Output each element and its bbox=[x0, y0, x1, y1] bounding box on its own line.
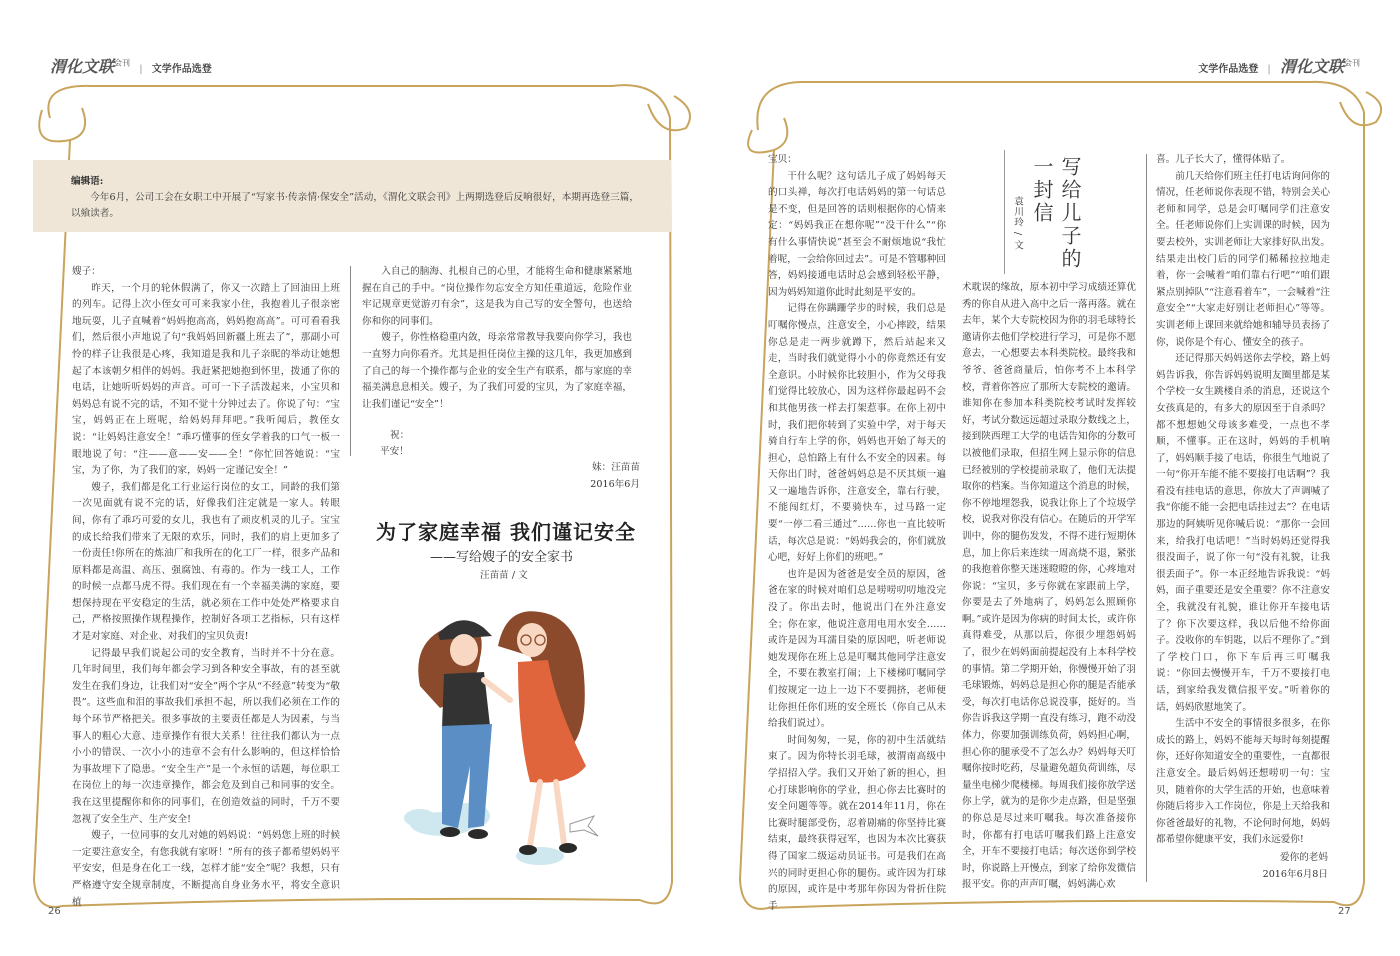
paragraph: 嫂子，我们都是化工行业运行岗位的女工，同龄的我们第一次见面就有说不完的话，好像我们注定就是一家人。转眼间，你有了乖巧可爱的女儿，我也有了顽皮机灵的儿子。宝宝的成长给我们带来了无限的欢乐，同时，我们的肩上更加多了一份责任!你所在的炼油厂和我所在的化工厂一样，很多产品和原料都是高温、高压、强腐蚀、有毒的。作为一线工人，工作的时候一点都马虎不得。我们现在有一个幸福美满的家庭，要想保持现在平安稳定的生活，就必须在工作中处处严格要求自己，严格按照操作规程操作，控制好各项工艺指标，只有这样才是对家庭、对企业、对我们的宝贝负责! bbox=[72, 481, 340, 643]
column-divider bbox=[1146, 154, 1147, 882]
paragraph: 还记得那天妈妈送你去学校，路上妈妈告诉我，你告诉妈妈说明友圈里都是某个学校一女生跳楼自杀的消息，还说这个女孩真是的，有多大的原因至于自杀吗？都不想想她父母该多难受，一点也不孝顺，不懂事。正在这时，妈妈的手机响了，妈妈顺手接了电话，你很生气地说了一句“你开车能不能不要接打电话啊”？我看没有挂电话的意思，你放大了声调喊了我“你能不能一会把电话挂过去”？在电话那边的阿姨听见你喊后说：“那你一会回来，给我打电话吧！”当时妈妈还觉得我很没面子，说了你一句“没有礼貌，让我很丢面子”。你一本正经地告诉我说：“妈妈，面子重要还是安全重要？你不注意安全，我就没有礼貌，谁让你开车接电话了？你下次要这样，我以后他不给你面子。没收你的车钥匙，以后不理你了。”到了学校门口，你下车后再三叮嘱我说：“你回去慢慢开车，千万不要接打电话，到家给我发微信报平安。”听着你的话，妈妈欣慰地笑了。 bbox=[1156, 353, 1330, 713]
paragraph: 昨天，一个月的轮休假满了，你又一次踏上了回油田上班的列车。记得上次小侄女可可来我家小住，我抱着儿子很亲密地玩耍，儿子直喊着“妈妈抱高高，妈妈抱高高”。可可看看我们，然后很小声地说了句“我妈妈回新疆上班去了”，那副小可怜的样子让我很是心疼，我知道是我和儿子亲昵的举动让她想起了本该朝夕相伴的妈妈。我赶紧把她抱到怀里，拨通了你的电话，让她听听妈妈的声音。可可一下子活泼起来，小宝贝和妈妈总有说不完的话，不知不觉十分钟过去了。你说了句：“宝宝，妈妈正在上班呢，给妈妈拜拜吧。”我听闻后，教侄女说：“让妈妈注意安全！”乖巧懂事的侄女学着我的口气一板一眼地说了句：“注——意——安——全！”你忙回答她说：“宝宝，为了你，为了我们的家，妈妈一定谨记安全！” bbox=[72, 282, 340, 477]
editor-note-text: 今年6月，公司工会在女职工中开展了“写家书·传亲情·保安全”活动，《渭化文联会刊》上两期选登后反响很好，本期再选登三篇，以飨读者。 bbox=[71, 192, 639, 219]
paragraph: 也许是因为爸爸是安全员的原因，爸爸在家的时候对咱们总是唠唠叨叨地没完没了。你出去时，他说出门在外注意安全；你在家，他说注意用电用水安全……或许是因为耳濡目染的原因吧，听老师说她发现你在班上总是叮嘱其他同学注意安全，不要在教室打闹；上下楼梯叮嘱同学们按规定一边上一边下不要拥挤，老师便让你担任你们班的安全班长（你自己从未给我们说过）。 bbox=[768, 568, 946, 730]
right-column-3 bbox=[1156, 152, 1330, 846]
magazine-logo: 渭化文联$^{会刊}$ bbox=[50, 57, 131, 76]
paragraph: 喜。儿子长大了，懂得体贴了。 bbox=[1156, 154, 1291, 165]
paragraph: 嫂子，你性格稳重内敛，母亲常常教导我要向你学习，我也一直努力向你看齐。尤其是担任岗位主操的这几年，我更加感到了自己的每一个操作都与企业的安全生产有联系，都与家庭的幸福美满息息相关。嫂子，为了我们可爱的宝贝，为了家庭幸福，让我们谨记“安全”！ bbox=[362, 332, 632, 410]
paragraph: 记得最早我们说起公司的安全教育，当时并不十分在意。几年时间里，我们每年都会学习到各种安全事故，有的甚至就发生在我们身边，让我们对“安全”两个字从“不经意”转变为“敬畏”。这些血和泪的事故我们承担不起，所以我们必须在工作的每个环节严格把关。很多事故的主要责任都是人为因素，与当事人的粗心大意、违章操作有很大关系！往往我们都认为一点小小的错误、一次小小的违章不会有什么影响的，但这样恰恰为事故埋下了隐患。“安全生产”是一个永恒的话题，每位职工在岗位上的每一次违章操作，都会危及到自己和同事的安全。我在这里提醒你和你的同事们，在创造效益的同时，千万不要忽视了安全生产、生产安全! bbox=[72, 647, 340, 825]
paragraph: 嫂子，一位同事的女儿对她的妈妈说：“妈妈您上班的时候一定要注意安全，有您我就有家呀！”所有的孩子都希望妈妈平平安安，但是身在化工一线，怎样才能“安全”呢？我想，只有严格遵守安全规章制度，不断提高自身业务水平，将安全意识植 bbox=[72, 830, 340, 908]
page-number-right: 27 bbox=[1338, 906, 1351, 917]
article-author: 汪苗苗 / 文 bbox=[480, 570, 528, 581]
article-subtitle: ——写给嫂子的安全家书 bbox=[430, 550, 574, 565]
left-column-1 bbox=[72, 264, 340, 908]
section-label: 文学作品选登 bbox=[151, 64, 212, 75]
paragraph: 术耽误的缘故，原本初中学习成绩还算优秀的你自从进入高中之后一落再落。就在去年，某个大专院校因为你的羽毛球特长邀请你去他们学校进行学习，可是你不愿意去，一心想要去本科类院校。最终我和爷爷、爸爸商量后，怕你考不上本科学校，背着你答应了那所大专院校的邀请。谁知你在参加本科类院校考试时发挥较好，考试分数远远超过录取分数线之上，接到陕西理工大学的电话告知你的分数可以被他们录取，但招生网上显示你的信息已经被别的学校提前录取了，他们无法提取你的档案。当你知道这个消息的时候，你不停地埋怨我，说我让你上了个垃圾学校，说我对你没有信心。在随后的开学军训中，你的腿伤发发，不得不进行短期休息，加上你后来连续一周高烧不退，紧张的我抱着你整天迷迷瞪瞪的你，心疼地对你说：“宝贝，多亏你就在家跟前上学，你要是去了外地病了，妈妈怎么照顾你啊。”或许是因为你病的时间太长，或许你真得难受，从那以后，你很少埋怨妈妈了，很少在妈妈面前提起没有上本科学校的事情。第二学期开始，你慢慢开始了羽毛球锻炼，妈妈总是担心你的腿是否能承受，每次打电话你总说没事，挺好的。当你告诉我这学期一直没有练习，跑不动没体力，你要加强训练负荷，妈妈担心啊，担心你的腿承受不了怎么办？妈妈每天叮嘱你按时吃药，尽量避免超负荷训练，尽量坐电梯少爬楼梯。每周我们接你放学送你上学，就为的是你少走点路，但是坚强的你总是尽过来叮嘱我。每次准备接你时，你都有打电话叮嘱我们路上注意安全，开车不要接打电话；每次送你到学校时，你说路上开慢点，到家了给你发微信报平安。你的声声叮嘱，妈妈满心欢 bbox=[962, 282, 1136, 891]
salutation: 嫂子： bbox=[72, 266, 101, 277]
paragraph: 干什么呢？这句话儿子成了妈妈每天的口头禅，每次打电话妈妈的第一句话总是不变，但是回答的话则根据你的心情来定：“妈妈我正在想你呢”“没干什么”“你有什么事情快说”甚至会不耐烦地说“我忙着呢，一会给你回过去”。可是不管哪种回答，妈妈接通电话时总会感到轻松平静，因为妈妈知道你此时此刻是平安的。 bbox=[768, 170, 946, 298]
editor-note-label: 编辑语: bbox=[71, 176, 104, 187]
vertical-author: 袁川玲 / 文 bbox=[1012, 196, 1023, 251]
paragraph: 时间匆匆，一晃，你的初中生活就结束了。因为你特长羽毛球，被渭南高级中学招招入学。我们又开始了新的担心，担心打球影响你的学业，担心你去比赛时的安全问题等等。就在2014年11月，你在比赛时腿部受伤，忍着剧痛的你坚持比赛结束，最终获得冠军，也因为本次比赛获得了国家二级运动员证书。可是我们在高兴的同时更担心你的腿伤。或许因为打球的原因，或许是中考那年你因为骨折住院手 bbox=[768, 734, 946, 912]
closing-wish: 平安！ bbox=[380, 446, 409, 457]
column-divider bbox=[350, 266, 351, 456]
left-header: 渭化文联$^{会刊}$ | 文学作品选登 bbox=[50, 57, 212, 76]
paper-plane-icon bbox=[570, 816, 598, 836]
vertical-title-line1: 写给儿子的 bbox=[1058, 156, 1082, 271]
right-signature: 爱你的老妈 2016年6月8日 bbox=[1262, 852, 1328, 880]
left-signature: 妹：汪苗苗 2016年6月 bbox=[590, 462, 640, 490]
page-number-left: 26 bbox=[48, 906, 61, 917]
editor-note-box bbox=[33, 160, 671, 232]
salutation: 宝贝： bbox=[768, 154, 797, 165]
right-column-2 bbox=[962, 280, 1136, 891]
paragraph: 生活中不安全的事情很多很多，在你成长的路上，妈妈不能每天每时每刻提醒你，还好你知道安全的重要性，一直都很注意安全。最后妈妈还想唠叨一句：宝贝，随着你的大学生活的开始，也意味着你随后将步入工作岗位，你是上天给我和你爸爸最好的礼物，不论何时何地，妈妈都希望你健康平安，我们永远爱你! bbox=[1156, 718, 1330, 846]
left-column-2 bbox=[362, 264, 632, 414]
paragraph: 记得在你蹒跚学步的时候，我们总是叮嘱你慢点，注意安全，小心摔跤，结果你总是走一两步就蹲下，然后站起来又走，当时我们就觉得小小的你竟然还有安全意识。小时候你比较胆小，作为父母我们觉得比较放心，因为这样你最起码不会和其他男孩一样去打架惹事。在你上初中时，我们把你转到了实验中学，对于每天骑自行车上学的你，妈妈也开始了每天的担心，总怕路上有什么不安全的因素。每天你出门时，爸爸妈妈总是不厌其烦一遍又一遍地告诉你，注意安全，靠右行驶，不能闯红灯，不要骑快车，过马路一定要“一停二看三通过”……你也一直比较听话，每次总是说：“妈妈我会的，你们就放心吧，好好上你们的班吧。” bbox=[768, 303, 946, 564]
magazine-logo: 渭化文联$^{会刊}$ bbox=[1279, 57, 1360, 76]
paragraph: 入自己的脑海、扎根自己的心里，才能将生命和健康紧紧地握在自己的手中。“岗位操作勿忘安全方知任重道远，危险作业牢记规章更觉游刃有余”，这是我为自己写的安全警句，也送给你和你的同事们。 bbox=[362, 266, 632, 327]
two-girls-illustration bbox=[380, 596, 640, 886]
closing-greeting: 祝： bbox=[390, 430, 410, 441]
article-title: 为了家庭幸福 我们谨记安全 bbox=[376, 520, 636, 544]
paragraph: 前几天给你们班主任打电话询问你的情况，任老师说你表现不错，特别会关心老师和同学，总是会叮嘱同学们注意安全。任老师说你们上实训课的时候，因为要去校外，实训老师让大家排好队出发。结果走出校门后的同学们稀稀拉拉地走着，你一会喊着“咱们靠右行吧”“咱们跟紧点别掉队”“注意看着车”，一会喊着“注意安全”“大家走好别让老师担心”等等。实训老师上课回来就给她和辅导员表扬了你，说你是个有心、懂安全的孩子。 bbox=[1156, 170, 1330, 348]
right-header: 文学作品选登 | 渭化文联$^{会刊}$ bbox=[1198, 57, 1360, 76]
right-column-1 bbox=[768, 152, 946, 912]
vertical-title-line2: 一封信 bbox=[1030, 156, 1054, 225]
section-label: 文学作品选登 bbox=[1198, 64, 1259, 75]
